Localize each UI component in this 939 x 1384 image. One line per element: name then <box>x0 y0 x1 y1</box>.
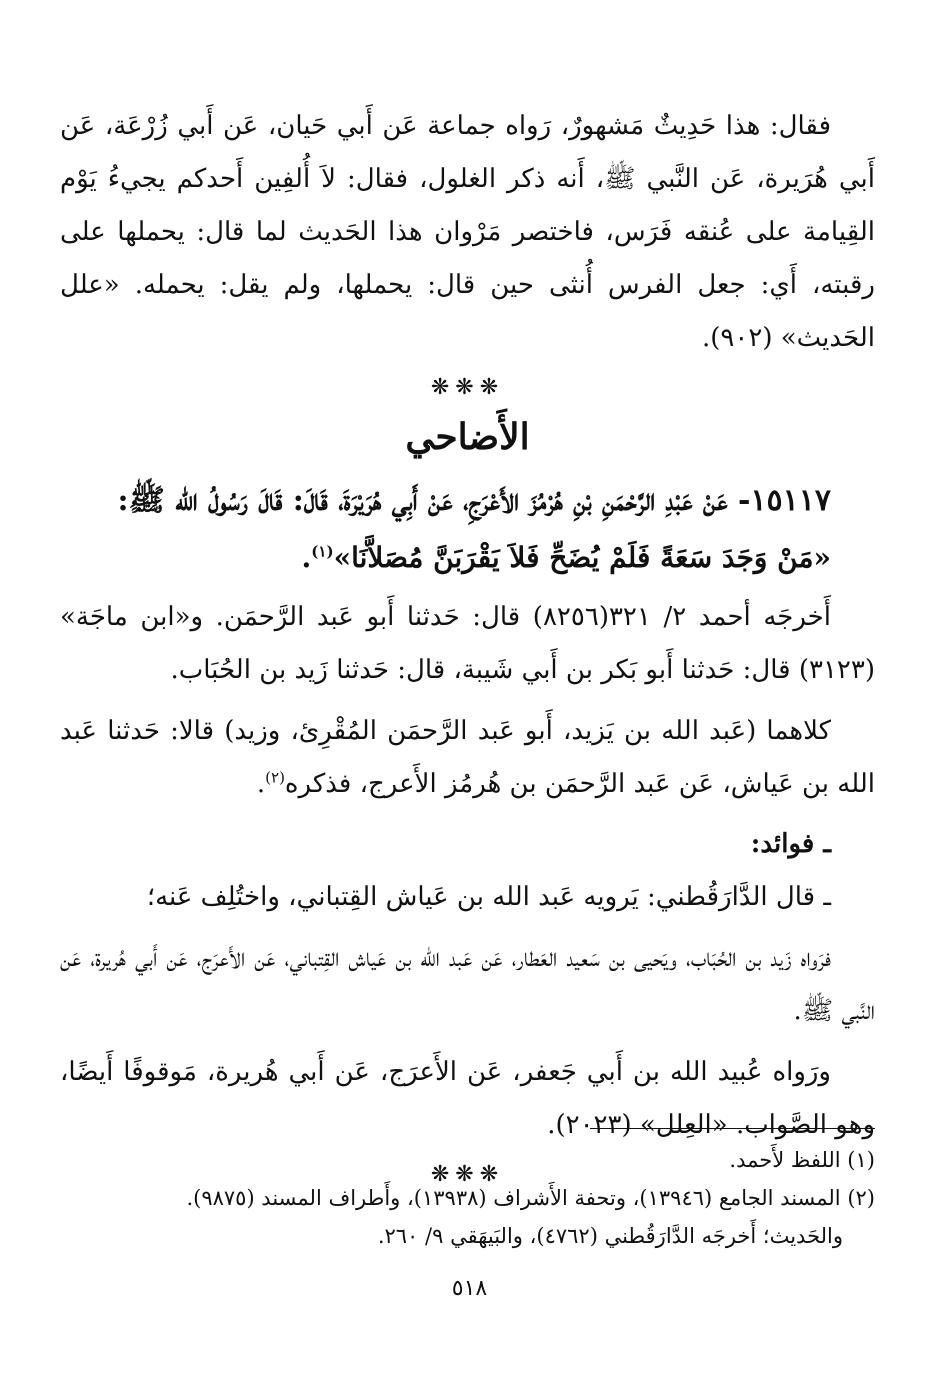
footnotes <box>60 1128 875 1255</box>
page-body <box>60 100 875 1194</box>
takhrij-p2-text: كلاهما (عَبد الله بن يَزيد، أَبو عَبد الرَّحمَن المُقْرِئ، وزيد) قالا: حَدثنا عَبد الله بن عَياش، عَن عَبد الرَّحمَن بن هُرمُز الأَعرج، فذكره <box>60 716 875 799</box>
intro-paragraph: فقال: هذا حَدِيثٌ مَشهورٌ، رَواه جماعة عَن أَبي حَيان، عَن أَبي زُرْعَة، عَن أَبي هُرَيرة، عَن النَّبي ﷺ، أَنه ذكر الغلول، فقال: لاَ أُلفِين أَحدكم يجيءُ يَوْم القِيامة على عُنقه فَرَس، فاختصر مَرْوان هذا الحَديث لما قال: يحملها على رقبته، أَي: جعل الفرس أُنثى حين قال: يحملها، ولم يقل: يحمله. «علل الحَديث» (٩٠٢). <box>60 111 875 353</box>
hadith-matn: «مَنْ وَجَدَ سَعَةً فَلَمْ يُضَحِّ فَلاَ يَقْرَبَنَّ مُصَلاَّنَا» <box>333 541 831 574</box>
footnote-1: (١) اللفظ لأَحمد. <box>729 1148 875 1172</box>
hadith-header: ١٥١١٧- عَنْ عَبْدِ الرَّحْمَنِ بْنِ هُرْمُزَ الأَعْرَجِ، عَنْ أَبِي هُرَيْرَةَ، قَالَ: قَالَ رَسُولُ الله ﷺ: <box>117 483 831 518</box>
takhrij-paragraph-2 <box>60 705 875 811</box>
hadith-end: . <box>301 541 312 574</box>
footnote-ref-2: (٢) <box>265 768 285 787</box>
takhrij-p2-end: . <box>256 769 266 799</box>
footnote-divider <box>590 1128 875 1129</box>
chapter-title: الأَضاحي <box>405 416 530 458</box>
fawaid-paragraph-3: ورَواه عُبيد الله بن أَبي جَعفر، عَن الأَعرَج، عَن أَبي هُريرة، مَوقوفًا أَيضًا، وهو الصَّواب. «العِلل» (٢٠٢٣). <box>60 1057 875 1140</box>
fawaid-label: ـ فوائد: <box>750 829 831 859</box>
section-separator-end: ❋❋❋ <box>430 1162 505 1187</box>
footnote-ref-1: (١) <box>311 542 334 561</box>
page-number: ٥١٨ <box>451 1276 488 1301</box>
hadith-text <box>60 531 875 585</box>
fawaid-paragraph-2: فرَواه زَيد بن الحُبَاب، ويَحيى بن سَعيد العَطار، عَن عَبد الله بن عَياش القِتباني، عَن الأَعرَج، عَن أَبي هُريرة، عَن النَّبي ﷺ. <box>60 943 875 1026</box>
footnote-2-continuation: والحَديث؛ أَخرجَه الدَّارَقُطني (٤٧٦٢)، والبَيهَقي ٩/ ٢٦٠. <box>377 1224 843 1248</box>
takhrij-paragraph-1: أَخرجَه أحمد ٢/ ٣٢١(٨٢٥٦) قال: حَدثنا أَبو عَبد الرَّحمَن. و«ابن ماجَة» (٣١٢٣) قال: حَدثنا أَبو بَكر بن أَبي شَيبة، قال: حَدثنا زَيد بن الحُبَاب. <box>60 602 875 685</box>
fawaid-paragraph-1: ـ قال الدَّارَقُطني: يَرويه عَبد الله بن عَياش القِتباني، واختُلِف عَنه؛ <box>146 882 831 912</box>
footnote-2: (٢) المسند الجامع (١٣٩٤٦)، وتحفة الأَشراف (١٣٩٣٨)، وأَطراف المسند (٩٨٧٥). <box>186 1186 875 1210</box>
section-separator: ❋❋❋ <box>430 375 505 400</box>
